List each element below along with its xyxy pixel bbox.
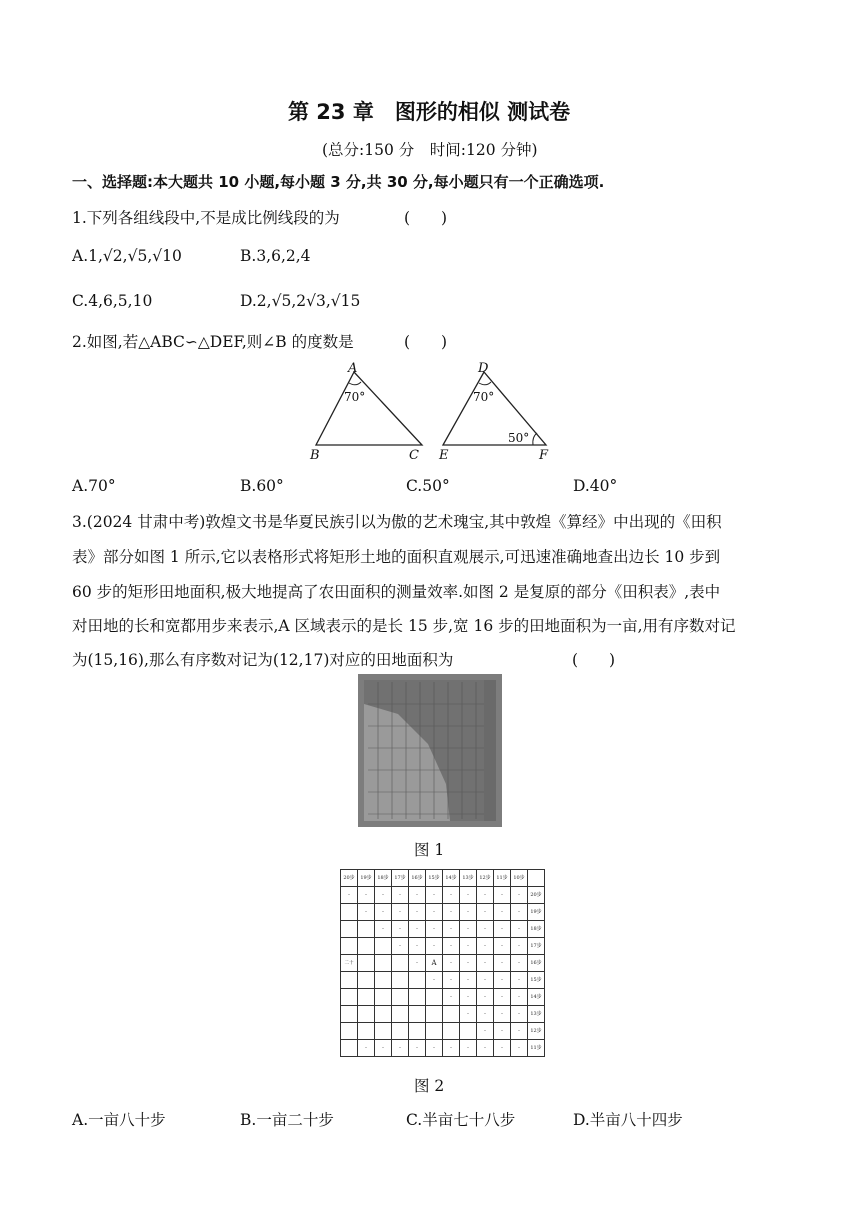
figure-2-caption: 图 2	[414, 1077, 445, 1095]
table-header-cell: 19步	[358, 870, 375, 887]
table-row: ·· ·· ·· ·· ·· ·· 15步	[341, 972, 545, 989]
q3-line-2: 表》部分如图 1 所示,它以表格形式将矩形土地的面积直观展示,可迅速准确地查出边长 10 步到	[72, 548, 721, 566]
table-row-label: 16步	[528, 955, 545, 972]
angle-d-label: 70°	[473, 390, 495, 404]
table-row: ·· ·· ·· ·· ·· ·· ·· ·· ·· 18步	[341, 921, 545, 938]
table-header-cell: 17步	[392, 870, 409, 887]
table-row-label: 12步	[528, 1023, 545, 1040]
q2-option-b: B.60°	[240, 477, 284, 495]
vertex-b-label: B	[310, 448, 320, 463]
q2-option-d: D.40°	[573, 477, 618, 495]
q3-option-c: C.半亩七十八步	[406, 1111, 516, 1129]
q1-paren: ( )	[404, 209, 448, 227]
q3-option-d: D.半亩八十四步	[573, 1111, 683, 1129]
table-header-row	[341, 870, 545, 887]
page-title: 第 23 章 图形的相似 测试卷	[288, 100, 571, 124]
vertex-e-label: E	[439, 448, 449, 463]
q2-option-a: A.70°	[72, 477, 116, 495]
table-header-cell: 14步	[443, 870, 460, 887]
table-row-label: 15步	[528, 972, 545, 989]
q2-stem: 2.如图,若△ABC∽△DEF,则∠B 的度数是	[72, 333, 354, 351]
q3-line-1: 3.(2024 甘肃中考)敦煌文书是华夏民族引以为傲的艺术瑰宝,其中敦煌《算经》中出现的《田积	[72, 513, 722, 531]
table-row: ·· ·· ·· ·· ·· ·· ·· ·· ·· ·· ·· 20步	[341, 887, 545, 904]
table-row-label: 19步	[528, 904, 545, 921]
page-subtitle: (总分:150 分 时间:120 分钟)	[322, 141, 538, 159]
table-header-cell: 11步	[494, 870, 511, 887]
q1-stem: 1.下列各组线段中,不是成比例线段的为	[72, 209, 340, 227]
q2-paren: ( )	[404, 333, 448, 351]
angle-f-arc	[533, 433, 537, 445]
q1-option-c: C.4,6,5,10	[72, 292, 153, 310]
field-area-table	[340, 869, 545, 1057]
table-header-cell: 13步	[460, 870, 477, 887]
cell-a: A	[426, 955, 443, 972]
vertex-f-label: F	[539, 448, 549, 463]
manuscript-photo	[358, 674, 502, 827]
table-row: ·· ·· ·· ·· ·· 14步	[341, 989, 545, 1006]
table-corner-cell	[528, 870, 545, 887]
angle-a-label: 70°	[344, 390, 366, 404]
table-row-label: 18步	[528, 921, 545, 938]
table-row-label: 20步	[528, 887, 545, 904]
q1-option-d: D.2,√5,2√3,√15	[240, 292, 361, 310]
q3-line-5: 为(15,16),那么有序数对记为(12,17)对应的田地面积为	[72, 651, 454, 669]
table-header-cell: 18步	[375, 870, 392, 887]
table-row: ·· ·· ·· ·· ·· ·· ·· ·· ·· ·· 19步	[341, 904, 545, 921]
angle-d-arc	[479, 382, 491, 385]
vertex-d-label: D	[478, 361, 489, 376]
q2-option-c: C.50°	[406, 477, 450, 495]
angle-a-arc	[349, 382, 361, 385]
q1-option-a: A.1,√2,√5,√10	[72, 247, 182, 265]
triangles-figure	[300, 360, 560, 464]
q3-line-4: 对田地的长和宽都用步来表示,A 区域表示的是长 15 步,宽 16 步的田地面积为一亩,用有序数对记	[72, 617, 736, 635]
figure-1-caption: 图 1	[414, 841, 445, 859]
q3-paren: ( )	[572, 651, 616, 669]
vertex-a-label: A	[348, 361, 358, 376]
section-heading: 一、选择题:本大题共 10 小题,每小题 3 分,共 30 分,每小题只有一个正确选项.	[72, 173, 605, 191]
table-row-label: 17步	[528, 938, 545, 955]
table-row: ·· ·· ·· ·· 13步	[341, 1006, 545, 1023]
table-row-label: 11步	[528, 1040, 545, 1057]
q1-option-b: B.3,6,2,4	[240, 247, 311, 265]
q3-line-3: 60 步的矩形田地面积,极大地提高了农田面积的测量效率.如图 2 是复原的部分《田积表》,表中	[72, 583, 721, 601]
table-row: ·· ·· ·· ·· ·· ·· ·· ·· 17步	[341, 938, 545, 955]
table-row: 二十 ·· A ·· ·· ·· ·· ·· 16步	[341, 955, 545, 972]
q3-option-b: B.一亩二十步	[240, 1111, 334, 1129]
table-header-cell: 16步	[409, 870, 426, 887]
table-header-cell: 12步	[477, 870, 494, 887]
table-header-cell: 10步	[511, 870, 528, 887]
table-row: ·· ·· ·· 12步	[341, 1023, 545, 1040]
triangle-abc	[316, 372, 422, 445]
q3-option-a: A.一亩八十步	[72, 1111, 166, 1129]
vertex-c-label: C	[409, 448, 419, 463]
triangle-def	[443, 372, 546, 445]
table-header-cell: 20步	[341, 870, 358, 887]
table-row: ·· ·· ·· ·· ·· ·· ·· ·· ·· ·· 11步	[341, 1040, 545, 1057]
table-row-label: 13步	[528, 1006, 545, 1023]
angle-f-label: 50°	[508, 431, 530, 445]
table-side-note: 二十	[341, 955, 358, 972]
table-row-label: 14步	[528, 989, 545, 1006]
table-header-cell: 15步	[426, 870, 443, 887]
